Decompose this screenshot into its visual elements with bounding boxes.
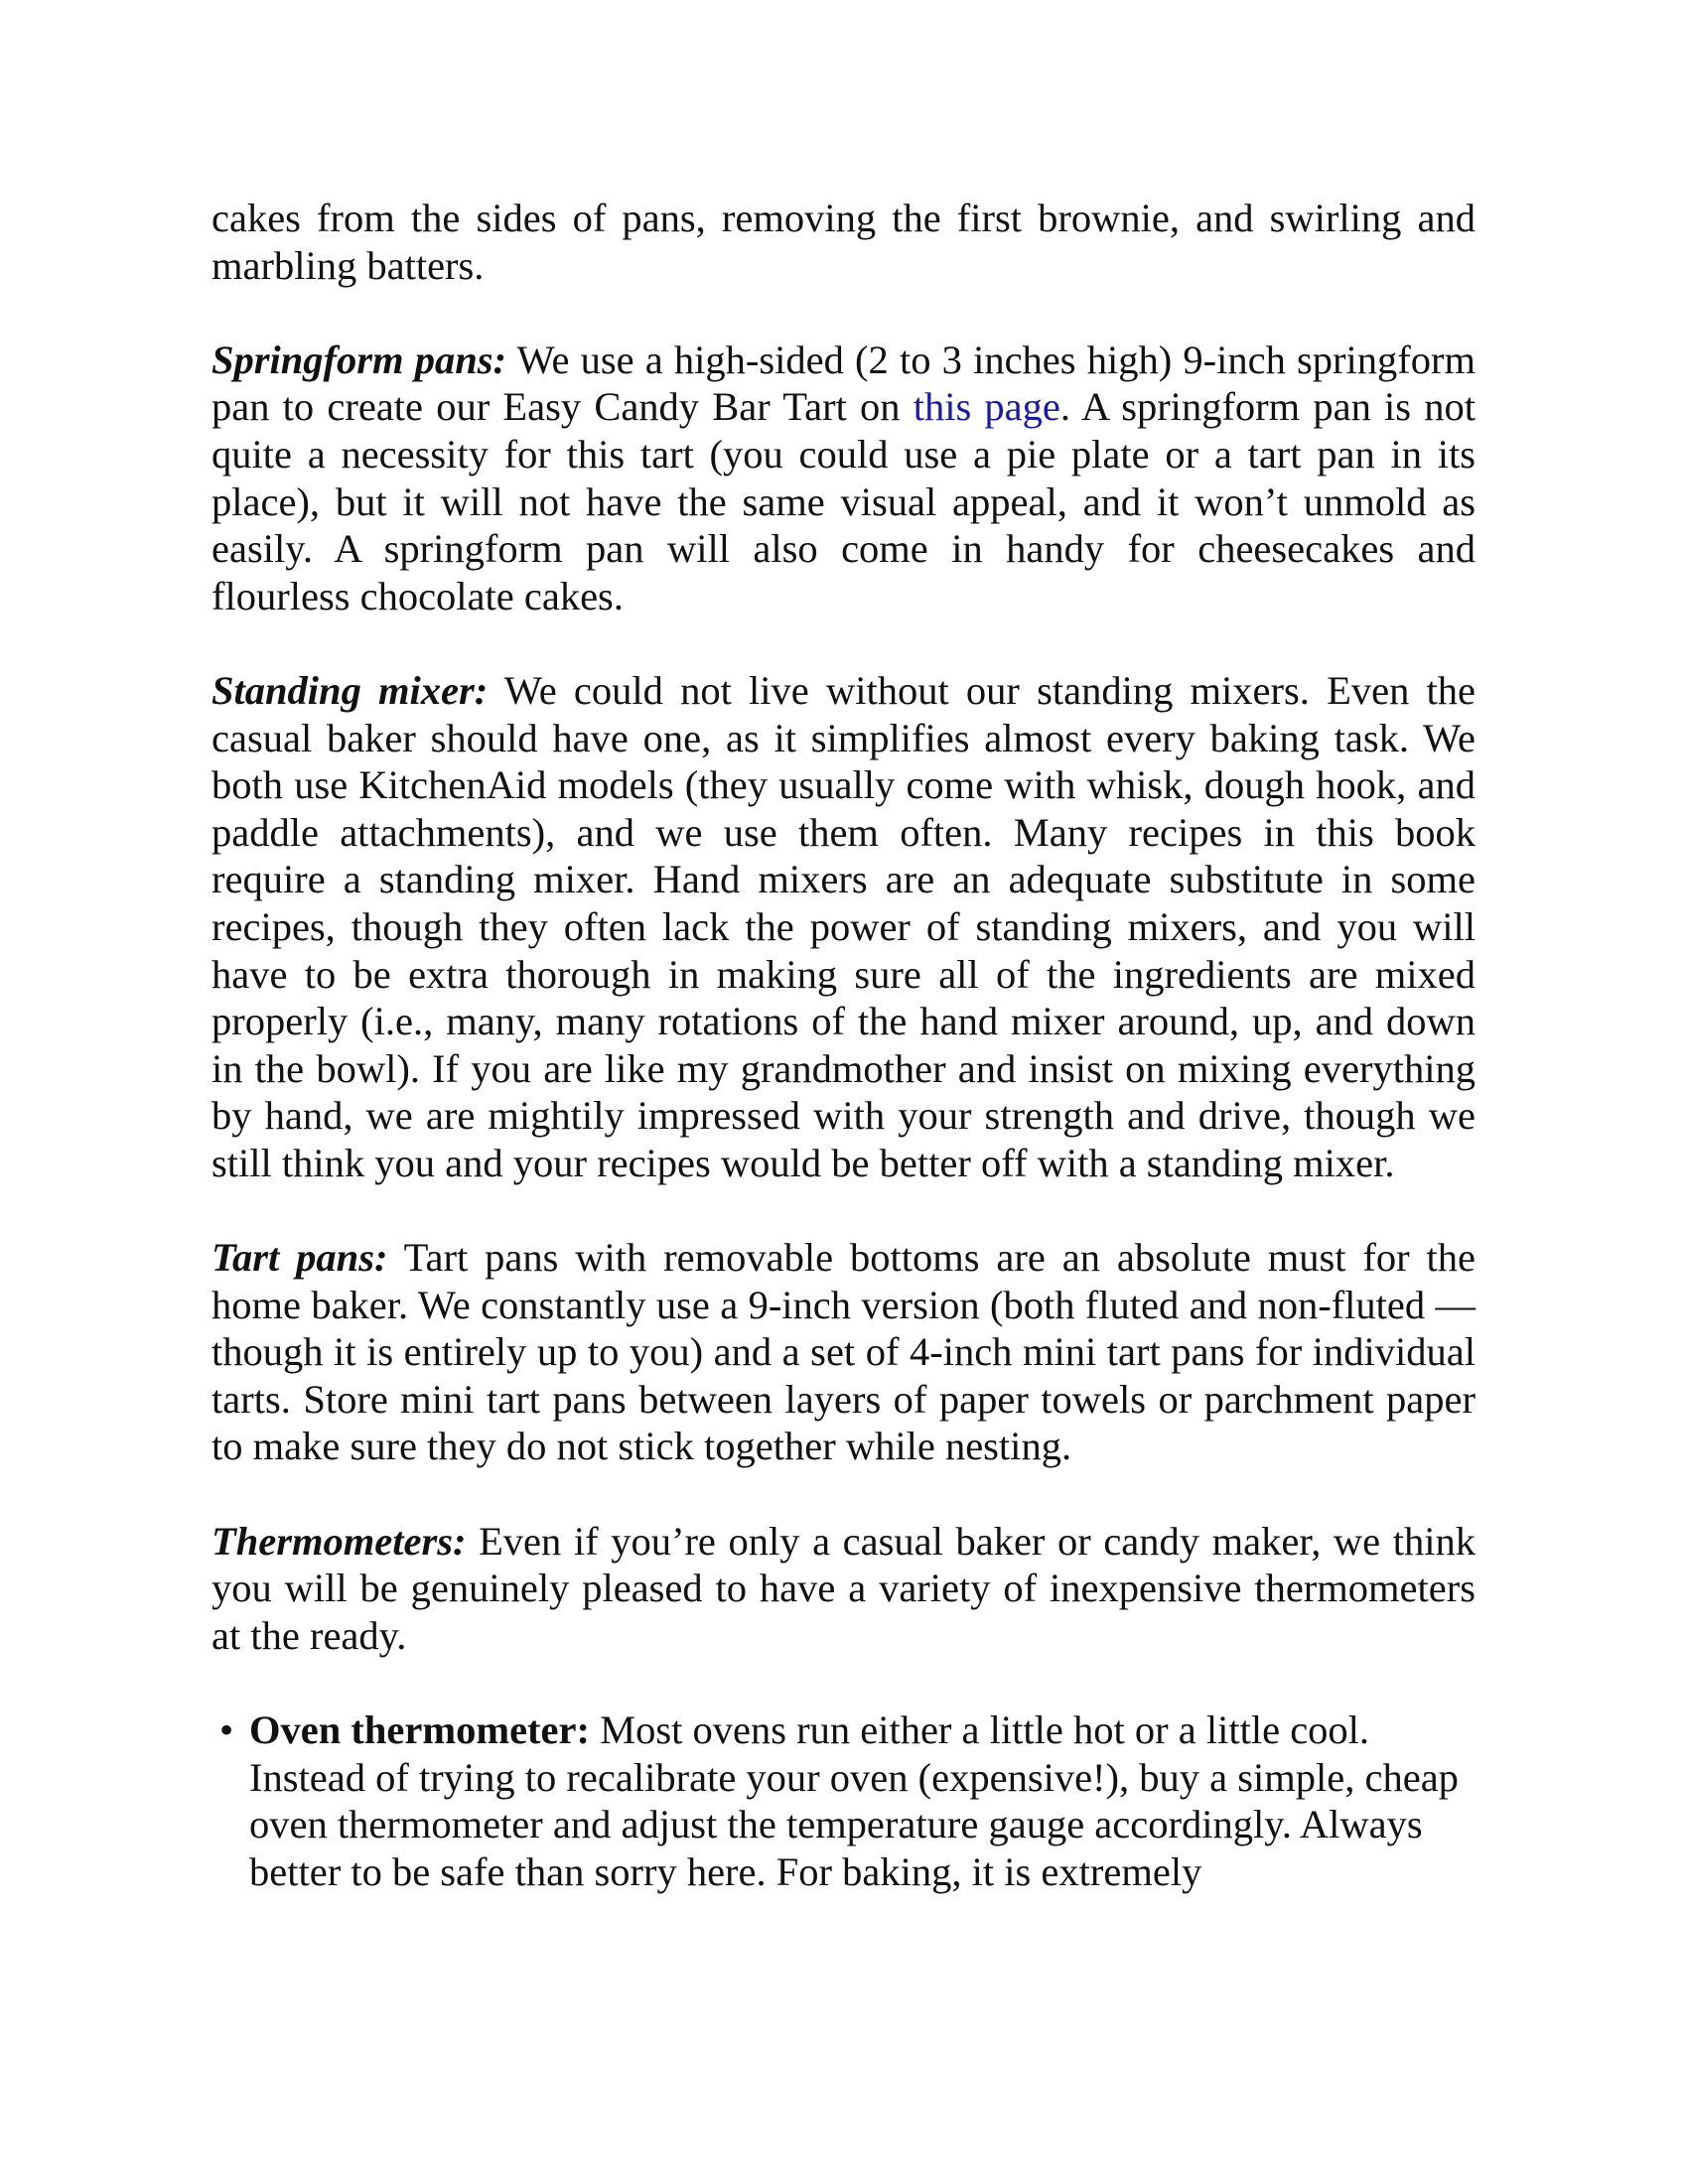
paragraph-standing-mixer [211,667,1476,1187]
paragraph-thermometers [211,1518,1476,1660]
list-item-text: Most ovens run either a little hot or a little cool. Instead of trying to recalibrate your oven (expensive!), buy a simple, cheap oven thermometer and adjust the temperature gauge accordingly. Always better to be safe than sorry here. For baking, it is extremely [249,1707,1459,1894]
term-springform-pans: Springform pans: [211,337,507,382]
paragraph-text: . A springform pan is not quite a necessity for this tart (you could use a pie plate or a tart pan in its place), but it will not have the same visual appeal, and it won’t unmold as easily. A springform pan will also come in handy for cheesecakes and flourless chocolate cakes. [211,384,1476,618]
paragraph-text: Even if you’re only a casual baker or candy maker, we think you will be genuinely pleased to have a variety of inexpensive thermometers at the ready. [211,1518,1476,1658]
paragraph-springform-pans [211,337,1476,620]
list-item-oven-thermometer [211,1706,1476,1895]
bullet-icon: • [219,1707,234,1752]
this-page-link[interactable]: this page [913,384,1060,430]
term-oven-thermometer: Oven thermometer: [249,1707,590,1752]
term-thermometers: Thermometers: [211,1518,467,1564]
paragraph-text: Tart pans with removable bottoms are an absolute must for the home baker. We constantly use a 9-inch version (both fluted and non-fluted —though it is entirely up to you) and a set of 4-inch mini tart pans for individual tarts. Store mini tart pans between layers of paper towels or parchment paper to make sure they do not stick together while nesting. [211,1235,1477,1469]
paragraph-text: We could not live without our standing mixers. Even the casual baker should have one, as it simplifies almost every baking task. We both use KitchenAid models (they usually come with whisk, dough hook, and paddle attachments), and we use them often. Many recipes in this book require a standing mixer. Hand mixers are an adequate substitute in some recipes, though they often lack the power of standing mixers, and you will have to be extra thorough in making sure all of the ingredients are mixed properly (i.e., many, many rotations of the hand mixer around, up, and down in the bowl). If you are like my grandmother and insist on mixing everything by hand, we are mightily impressed with your strength and drive, though we still think you and your recipes would be better off with a standing mixer. [211,667,1476,1185]
thermometer-bullet-list [211,1706,1476,1895]
term-tart-pans: Tart pans: [211,1235,388,1281]
paragraph-text: cakes from the sides of pans, removing the first brownie, and swirling and marbling batters. [211,196,1476,288]
paragraph-text: We use a high-sided (2 to 3 inches high) 9-inch springform pan to create our Easy Candy Bar Tart on [211,337,1476,430]
paragraph-continuation [211,195,1476,289]
document-page [211,195,1476,1895]
paragraph-tart-pans [211,1234,1476,1470]
term-standing-mixer: Standing mixer: [211,667,489,713]
